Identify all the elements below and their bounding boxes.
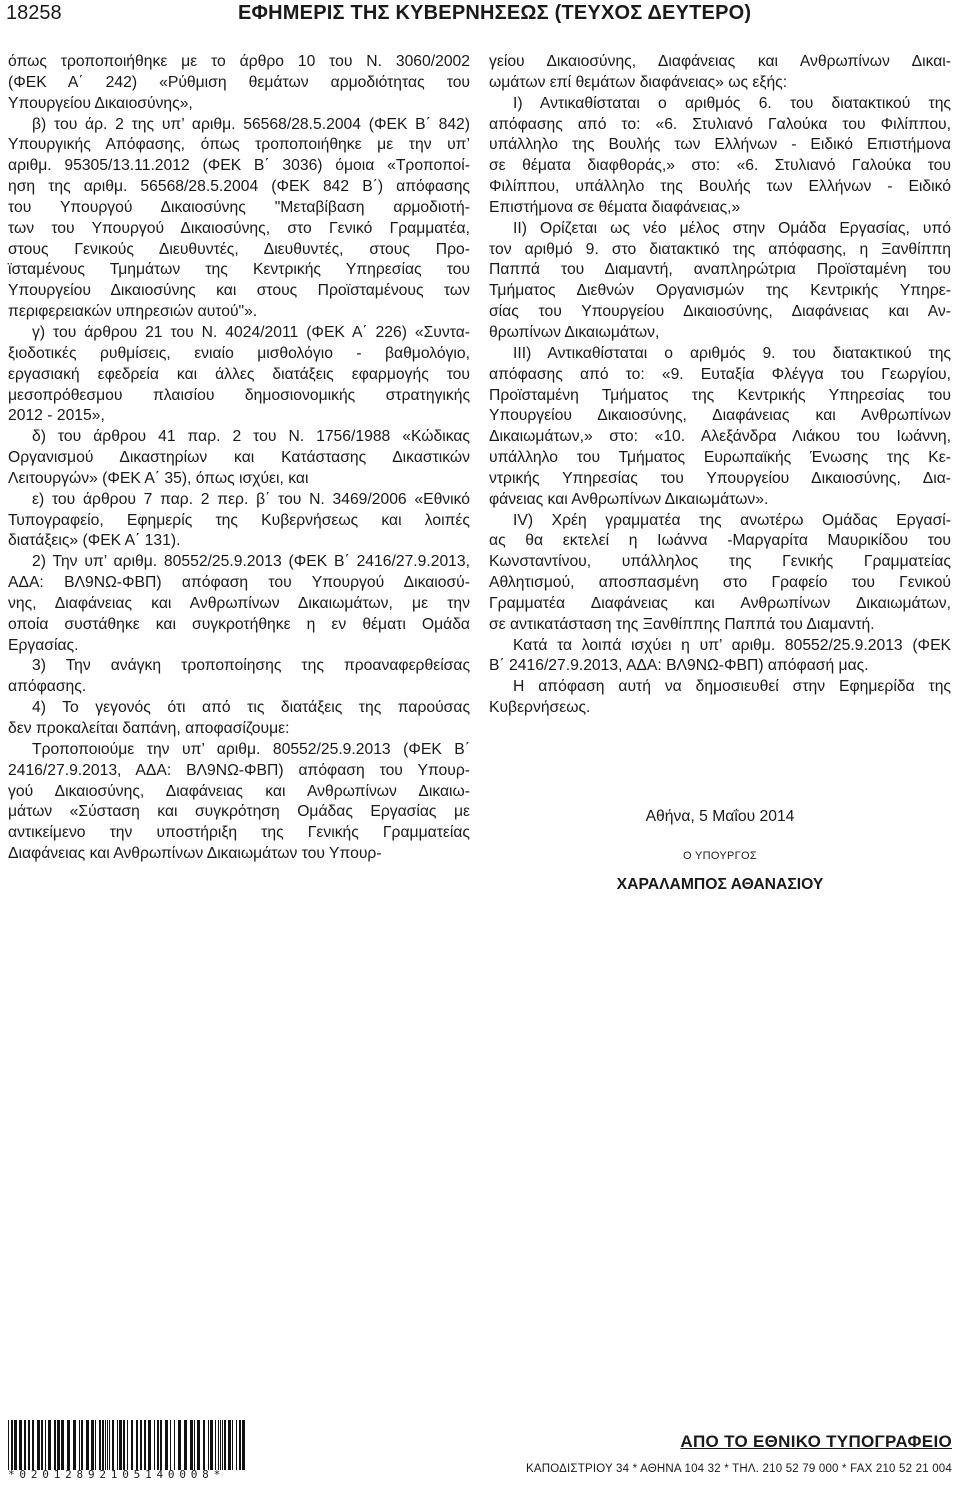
text-line: ε) του άρθρου 7 παρ. 2 περ. β΄ του Ν. 3469/2006 «Εθνικό: [32, 490, 470, 508]
signature-name: ΧΑΡΑΛΑΜΠΟΣ ΑΘΑΝΑΣΙΟΥ: [616, 876, 824, 893]
signature-block: [489, 808, 951, 894]
text-line: 3) Την ανάγκη τροποποίησης της προαναφερθείσας: [32, 657, 470, 675]
text-line: μάτων «Σύσταση και συγκρότηση Ομάδας Εργασίας με: [8, 803, 470, 821]
text-line: Παππά του Διαμαντή, αναπληρώτρια Προϊσταμένη του: [489, 261, 951, 279]
text-line: ηση της αριθμ. 56568/28.5.2004 (ΦΕΚ 842 Β΄) απόφασης: [8, 178, 470, 196]
text-line: ας θα εκτελεί η Ιωάννα -Μαργαρίτα Μαυρικίδου του: [489, 532, 951, 550]
text-line: Τροποποιούμε την υπ’ αριθμ. 80552/25.9.2013 (ΦΕΚ Β΄: [32, 740, 470, 758]
text-line: οποία συστάθηκε και συγκροτήθηκε η εν θέματι Ομάδα: [8, 615, 470, 633]
text-line: θρωπίνων Δικαιωμάτων,: [489, 323, 660, 341]
text-line: τον αριθμό 9. στο διατακτικό της απόφασης, η Ξανθίππη: [489, 240, 951, 258]
printer-address: ΚΑΠΟΔΙΣΤΡΙΟΥ 34 * ΑΘΗΝΑ 104 32 * ΤΗΛ. 210 52 79 000 * FAX 210 52 21 004: [525, 1463, 952, 1475]
text-line: σίας του Υπουργείου Δικαιοσύνης, Διαφάνειας και Αν-: [489, 303, 951, 321]
text-line: Υπουργικής Απόφασης, όπως τροποποιήθηκε με την υπ’: [8, 136, 470, 154]
text-line: Κατά τα λοιπά ισχύει η υπ’ αριθμ. 80552/25.9.2013 (ΦΕΚ: [513, 636, 951, 654]
text-line: Υπουργείου Δικαιοσύνης, Διαφάνειας και Ανθρωπίνων: [489, 407, 951, 425]
text-line: Δικαιωμάτων,» στο: «10. Αλεξάνδρα Λιάκου του Ιωάννη,: [489, 428, 951, 446]
text-line: γ) του άρθρου 21 του Ν. 4024/2011 (ΦΕΚ Α΄ 226) «Συντα-: [32, 323, 470, 341]
text-line: απόφασης.: [8, 678, 87, 696]
text-line: γείου Δικαιοσύνης, Διαφάνειας και Ανθρωπίνων Δικαι-: [489, 53, 951, 70]
text-line: ΙΙΙ) Αντικαθίσταται ο αριθμός 9. του διατακτικού της: [513, 344, 951, 362]
text-line: 4) Το γεγονός ότι από τις διατάξεις της παρούσας: [32, 699, 470, 717]
page-header: [0, 0, 960, 30]
text-line: Οργανισμού Δικαστηρίων και Κατάστασης Δικαστικών: [8, 449, 470, 467]
text-line: Β΄ 2416/27.9.2013, ΑΔΑ: ΒΛ9ΝΩ-ΦΒΠ) απόφασή μας.: [489, 657, 869, 675]
text-line: αριθμ. 95305/13.11.2012 (ΦΕΚ Β΄ 3036) όμοια «Τροποποί-: [8, 157, 470, 175]
text-line: β) του άρ. 2 της υπ’ αριθμ. 56568/28.5.2004 (ΦΕΚ Β΄ 842): [32, 115, 470, 133]
text-line: (ΦΕΚ Α΄ 242) «Ρύθμιση θεμάτων αρμοδιότητας του: [8, 73, 470, 91]
text-line: διατάξεις» (ΦΕΚ Α΄ 131).: [8, 532, 181, 550]
text-line: Κυβερνήσεως.: [489, 699, 591, 717]
barcode-icon: [8, 1420, 298, 1470]
text-line: Προϊσταμένη Τμήματος της Κεντρικής Υπηρεσίας του: [489, 386, 951, 404]
page-number: 18258: [6, 2, 62, 24]
text-line: ΑΔΑ: ΒΛ9ΝΩ-ΦΒΠ) απόφαση του Υπουργού Δικαιοσύ-: [8, 574, 470, 592]
text-line: Υπουργείου Δικαιοσύνης και στους Προϊσταμένους των: [8, 282, 470, 300]
barcode-digits: *02012892105140008*: [8, 1468, 226, 1481]
text-line: ΙV) Χρέη γραμματέα της ανωτέρω Ομάδας Εργασί-: [513, 511, 951, 529]
text-line: στους Γενικούς Διευθυντές, Διευθυντές, στους Προ-: [8, 240, 470, 258]
text-line: Τμήματος Διεθνών Οργανισμών της Κεντρικής Υπηρε-: [489, 282, 951, 300]
text-line: ωμάτων επί θεμάτων διαφάνειας» ως εξής:: [489, 73, 788, 91]
text-line: φάνειας και Ανθρωπίνων Δικαιωμάτων».: [489, 490, 769, 508]
text-line: 2416/27.9.2013, ΑΔΑ: ΒΛ9ΝΩ-ΦΒΠ) απόφαση του Υπουρ-: [8, 761, 470, 779]
text-line: ντρικής Υπηρεσίας του Υπουργείου Δικαιοσύνης, Δια-: [489, 469, 951, 487]
text-line: Εργασίας.: [8, 636, 79, 654]
signature-role: Ο ΥΠΟΥΡΓΟΣ: [683, 850, 757, 862]
text-line: ϊσταμένους Τμημάτων της Κεντρικής Υπηρεσίας του: [8, 261, 470, 279]
left-column: [8, 52, 470, 865]
text-line: Γραμματέα Διαφάνειας και Ανθρωπίνων Δικαιωμάτων,: [489, 594, 951, 612]
text-line: υπάλληλο του Τμήματος Ευρωπαϊκής Ένωσης της Κε-: [489, 449, 951, 467]
text-line: Τυπογραφείο, Εφημερίς της Κυβερνήσεως και λοιπές: [8, 511, 470, 529]
text-line: υπάλληλο της Βουλής των Ελλήνων - Ειδικό Επιστήμονα: [489, 136, 951, 154]
text-line: σε θέματα διαφθοράς,» στο: «6. Στυλιανό Γαλούκα του: [489, 157, 951, 175]
text-line: Λειτουργών» (ΦΕΚ Α΄ 35), όπως ισχύει, και: [8, 469, 309, 487]
text-line: 2012 - 2015»,: [8, 407, 105, 425]
text-line: αντικείμενο την υποστήριξη της Γενικής Γραμματείας: [8, 824, 470, 842]
page-footer: [0, 1418, 960, 1487]
text-line: περιφερειακών υπηρεσιών αυτού"».: [8, 303, 258, 321]
text-line: 2) Την υπ’ αριθμ. 80552/25.9.2013 (ΦΕΚ Β΄ 2416/27.9.2013,: [32, 553, 470, 571]
text-line: Φιλίππου, υπάλληλο της Βουλής των Ελλήνων - Ειδικό: [489, 178, 951, 196]
text-line: Διαφάνειας και Ανθρωπίνων Δικαιωμάτων του Υπουρ-: [8, 845, 382, 863]
text-line: εργασιακή εφεδρεία και άλλες διατάξεις εφαρμογής του: [8, 365, 470, 383]
text-line: Κωνσταντίνου, υπάλληλος της Γενικής Γραμματείας: [489, 553, 951, 571]
text-line: όπως τροποποιήθηκε με το άρθρο 10 του Ν. 3060/2002: [8, 53, 470, 70]
text-line: Ι) Αντικαθίσταται ο αριθμός 6. του διατακτικού της: [513, 94, 951, 112]
signature-date: Αθήνα, 5 Μαΐου 2014: [645, 808, 795, 825]
text-line: απόφασης από το: «9. Ευταξία Φλέγγα του Γεωργίου,: [489, 365, 951, 383]
text-line: του Υπουργού Δικαιοσύνης "Μεταβίβαση αρμοδιοτή-: [8, 198, 470, 216]
text-line: ΙΙ) Ορίζεται ως νέο μέλος στην Ομάδα Εργασίας, υπό: [513, 219, 951, 237]
gazette-title: ΕΦΗΜΕΡΙΣ ΤΗΣ ΚΥΒΕΡΝΗΣΕΩΣ (ΤΕΥΧΟΣ ΔΕΥΤΕΡΟ): [238, 2, 752, 24]
text-line: δεν προκαλείται δαπάνη, αποφασίζουμε:: [8, 720, 290, 737]
text-line: Υπουργείου Δικαιοσύνης»,: [8, 94, 193, 112]
text-line: απόφασης από το: «6. Στυλιανό Γαλούκα του Φιλίππου,: [489, 115, 951, 133]
text-line: Επιστήμονα σε θέματα διαφάνειας,»: [489, 198, 741, 216]
text-line: δ) του άρθρου 41 παρ. 2 του Ν. 1756/1988 «Κώδικας: [32, 428, 470, 446]
text-line: Η απόφαση αυτή να δημοσιευθεί στην Εφημερίδα της: [513, 678, 951, 696]
text-line: νης, Διαφάνειας και Ανθρωπίνων Δικαιωμάτων, με την: [8, 594, 470, 612]
text-line: ξιοδοτικές ρυθμίσεις, ενιαίο μισθολόγιο - βαθμολόγιο,: [8, 344, 470, 362]
right-column: [489, 52, 951, 719]
text-line: μεσοπρόθεσμου πλαισίου δημοσιονομικής στρατηγικής: [8, 386, 470, 404]
text-line: σε αντικατάσταση της Ξανθίππης Παππά του Διαμαντή.: [489, 615, 875, 633]
text-line: Αθλητισμού, αποσπασμένη στο Γραφείο του Γενικού: [489, 574, 951, 592]
printer-name: ΑΠΟ ΤΟ ΕΘΝΙΚΟ ΤΥΠΟΓΡΑΦΕΙΟ: [680, 1432, 952, 1451]
text-line: γού Δικαιοσύνης, Διαφάνειας και Ανθρωπίνων Δικαιω-: [8, 782, 470, 800]
text-line: των του Υπουργού Δικαιοσύνης, στο Γενικό Γραμματέα,: [8, 219, 470, 237]
